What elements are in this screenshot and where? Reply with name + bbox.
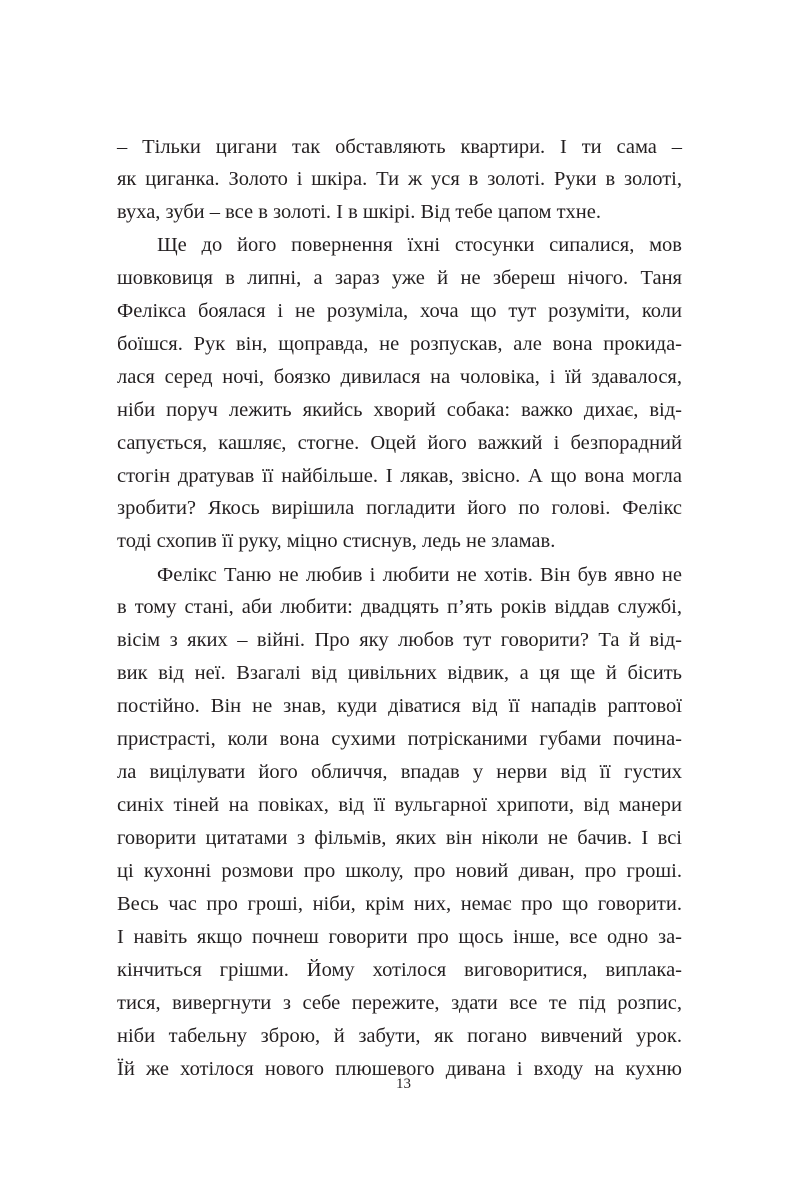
text-line-23: ці кухонні розмови про школу, про новий диван, про гроші. [117, 860, 682, 882]
text-line-3: вуха, зуби – все в золоті. І в шкірі. Від тебе цапом тхне. [117, 201, 602, 223]
text-line-21: синіх тіней на повіках, від її вульгарної хрипоти, від манери [117, 794, 682, 816]
page-number: 13 [396, 1076, 411, 1092]
text-line-13: тоді схопив її руку, міцно стиснув, ледь не зламав. [117, 530, 556, 552]
text-line-27: тися, вивергнути з себе пережите, здати все те під розпис, [117, 992, 682, 1014]
text-line-17: вик від неї. Взагалі від цивільних відвик, а ця ще й бісить [117, 662, 682, 684]
text-line-29: Їй же хотілося нового плюшевого дивана і входу на кухню [117, 1058, 682, 1080]
text-line-7: боїшся. Рук він, щоправда, не розпускав, але вона прокида- [117, 333, 682, 355]
text-line-18: постійно. Він не знав, куди діватися від її нападів раптової [117, 695, 682, 717]
text-line-4: Ще до його повернення їхні стосунки сипалися, мов [157, 234, 682, 256]
text-line-20: ла вицілувати його обличчя, впадав у нерви від її густих [117, 761, 682, 783]
text-line-11: стогін дратував її найбільше. І лякав, звісно. А що вона могла [117, 465, 682, 487]
text-line-22: говорити цитатами з фільмів, яких він ніколи не бачив. І всі [117, 827, 682, 849]
text-line-28: ніби табельну зброю, й забути, як погано вивчений урок. [117, 1025, 682, 1047]
text-line-9: ніби поруч лежить якийсь хворий собака: важко дихає, від- [117, 399, 682, 421]
text-line-19: пристрасті, коли вона сухими потрісканими губами почина- [117, 728, 682, 750]
text-line-12: зробити? Якось вирішила погладити його по голові. Фелікс [117, 497, 682, 519]
text-line-8: лася серед ночі, боязко дивилася на чоловіка, і їй здавалося, [117, 366, 682, 388]
text-line-25: І навіть якщо почнеш говорити про щось інше, все одно за- [117, 926, 682, 948]
text-line-26: кінчиться грішми. Йому хотілося виговоритися, виплака- [117, 959, 682, 981]
text-line-16: вісім з яких – війні. Про яку любов тут говорити? Та й від- [117, 629, 682, 651]
text-line-15: в тому стані, аби любити: двадцять п’ять років віддав службі, [117, 596, 682, 618]
text-line-2: як циганка. Золото і шкіра. Ти ж уся в золоті. Руки в золоті, [117, 168, 682, 190]
text-line-5: шовковиця в липні, а зараз уже й не збереш нічого. Таня [117, 267, 682, 289]
text-line-10: сапується, кашляє, стогне. Оцей його важкий і безпорадний [117, 432, 682, 454]
text-line-14: Фелікс Таню не любив і любити не хотів. Він був явно не [157, 564, 682, 586]
text-line-6: Фелікса боялася і не розуміла, хоча що тут розуміти, коли [117, 300, 682, 322]
text-line-24: Весь час про гроші, ніби, крім них, немає про що говорити. [117, 893, 682, 915]
text-line-1: – Тільки цигани так обставляють квартири. І ти сама – [117, 136, 682, 158]
